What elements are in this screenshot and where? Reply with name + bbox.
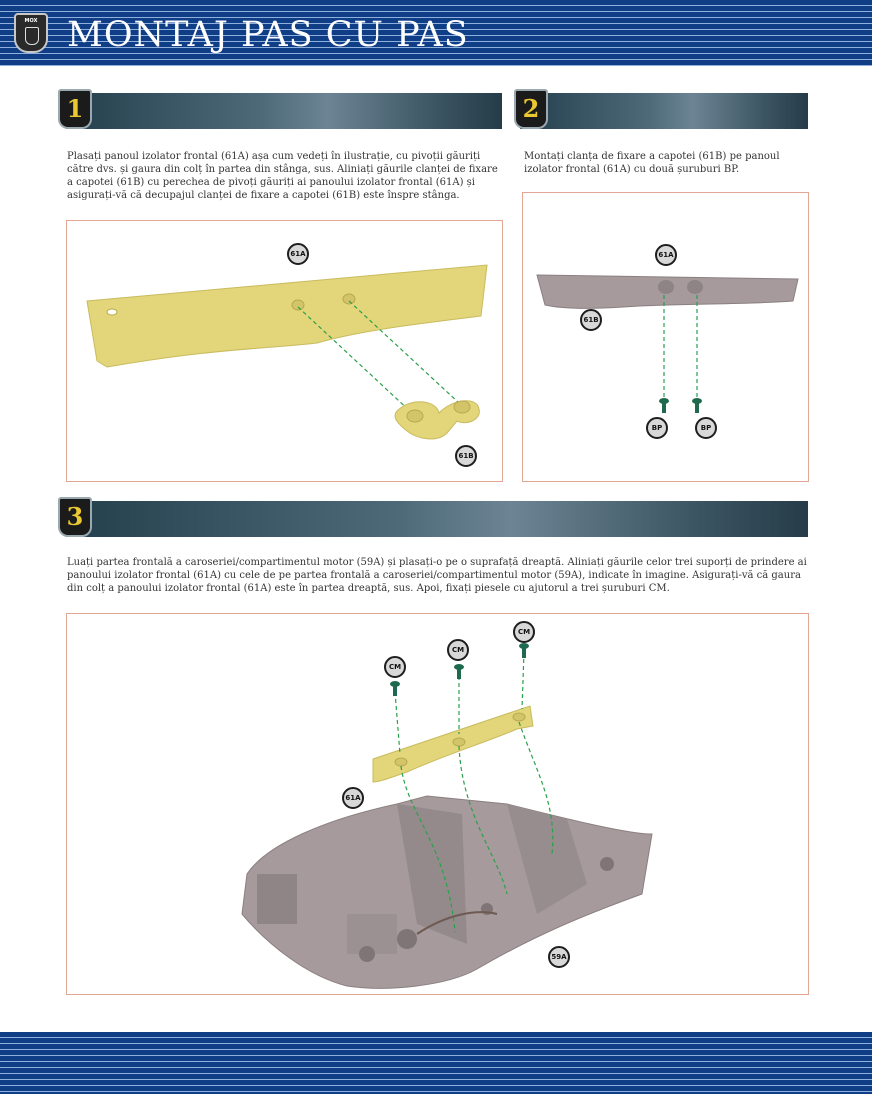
page-title: MONTAJ PAS CU PAS <box>67 15 469 55</box>
step-3-text: Luați partea frontală a caroseriei/compartimentul motor (59A) și plasați-o pe o suprafață dreaptă. Aliniați găurile celor trei suporți de prindere ai panoului izolator frontal (61A) cu cele de pe partea frontală a caroseriei/compartimentul motor (59A), indicate în imagine. Asigurați-vă că gaura din colț a panoului izolator frontal (61A) este în partea dreaptă, sus. Apoi, fixați piesele cu ajutorul a trei șuruburi CM. <box>67 557 807 594</box>
crest-icon <box>25 27 39 45</box>
step-1-text: Plasați panoul izolator frontal (61A) așa cum vedeți în ilustrație, cu pivoții găuriți către dvs. și gaura din colț în partea din stânga, sus. Aliniați găurile clanței de fixare a capotei (61B) cu perechea de pivoți găuriți ai panoului izolator frontal (61A) și asigurați-vă că decupajul clanței de fixare a capotei (61B) este înspre stânga. <box>67 151 498 201</box>
insulator-panel-61a <box>87 265 487 367</box>
insulator-panel-61a <box>373 706 533 782</box>
callout-cm-3: CM <box>513 621 535 643</box>
screw-cm-2 <box>454 664 464 679</box>
callout-59a: 59A <box>548 946 570 968</box>
callout-61b: 61B <box>580 309 602 331</box>
step-3-badge: 3 <box>58 497 92 537</box>
callout-61b: 61B <box>455 445 477 467</box>
screw-bp-1 <box>659 398 669 413</box>
callout-61a: 61A <box>342 787 364 809</box>
callout-61a: 61A <box>655 244 677 266</box>
brand-logo: MOX <box>14 13 48 53</box>
callout-cm-1: CM <box>384 656 406 678</box>
screw-cm-1 <box>390 681 400 696</box>
callout-cm-2: CM <box>447 639 469 661</box>
callout-61a: 61A <box>287 243 309 265</box>
callout-bp-2: BP <box>695 417 717 439</box>
screw-cm-3 <box>519 643 529 658</box>
step-1-illustration <box>66 220 503 482</box>
front-body-59a <box>242 796 652 988</box>
header-banner <box>0 0 872 66</box>
step-1-bar <box>66 93 502 129</box>
callout-bp-1: BP <box>646 417 668 439</box>
step-2-badge: 2 <box>514 89 548 129</box>
screw-bp-2 <box>692 398 702 413</box>
step-3-bar <box>66 501 808 537</box>
step-1-badge: 1 <box>58 89 92 129</box>
step-2-illustration <box>522 192 809 482</box>
step-2-bar <box>520 93 808 129</box>
step-2-text: Montați clanța de fixare a capotei (61B) pe panoul izolator frontal (61A) cu două șuruburi BP. <box>524 151 780 175</box>
footer-banner <box>0 1032 872 1094</box>
step-3-illustration <box>66 613 809 995</box>
